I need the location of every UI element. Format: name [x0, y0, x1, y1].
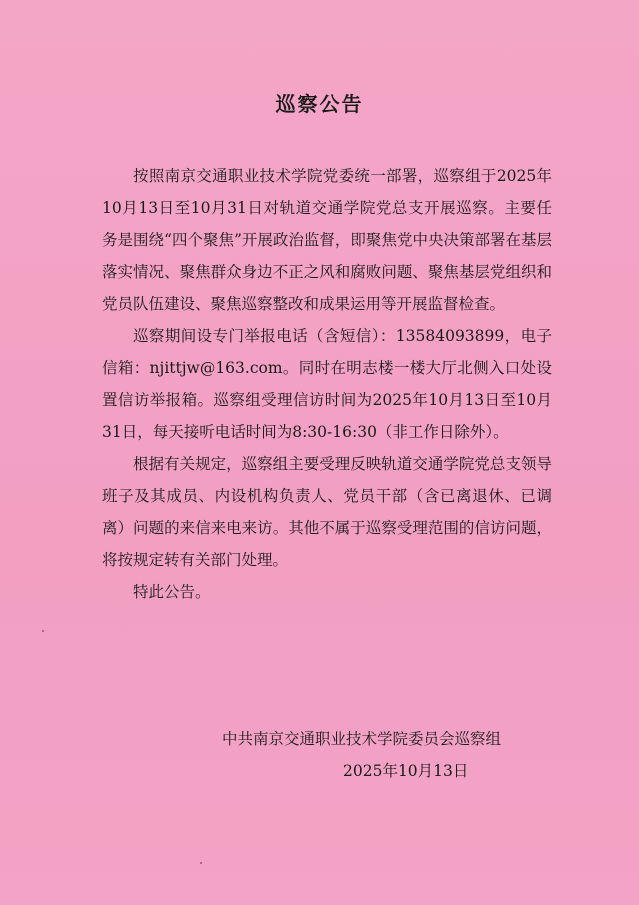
document-title: 巡察公告 — [275, 92, 364, 116]
document-body — [102, 160, 552, 608]
paragraph-contact: 巡察期间设专门举报电话（含短信）：13584093899，电子信箱：njittjw@163.com。同时在明志楼一楼大厅北侧入口处设置信访举报箱。巡察组受理信访时间为2025年10月13日至10月31日，每天接听电话时间为8:30-16:30（非工作日除外）。 — [102, 327, 552, 441]
paper-speck — [42, 630, 44, 632]
paper-speck — [200, 862, 202, 864]
paragraph-closing: 特此公告。 — [133, 583, 211, 601]
signature-date: 2025年10月13日 — [343, 762, 469, 780]
signature-organization: 中共南京交通职业技术学院委员会巡察组 — [222, 730, 502, 748]
paragraph-deployment: 按照南京交通职业技术学院党委统一部署，巡察组于2025年10月13日至10月31日对轨道交通学院党总支开展巡察。主要任务是围绕“四个聚焦”开展政治监督，即聚焦党中央决策部署在基层落实情况、聚焦群众身边不正之风和腐败问题、聚焦基层党组织和党员队伍建设、聚焦巡察整改和成果运用等开展监督检查。 — [102, 167, 552, 313]
signature-block — [212, 723, 542, 787]
paragraph-scope: 根据有关规定，巡察组主要受理反映轨道交通学院党总支领导班子及其成员、内设机构负责人、党员干部（含已离退休、已调离）问题的来信来电来访。其他不属于巡察受理范围的信访问题，将按规定转有关部门处理。 — [102, 455, 552, 569]
